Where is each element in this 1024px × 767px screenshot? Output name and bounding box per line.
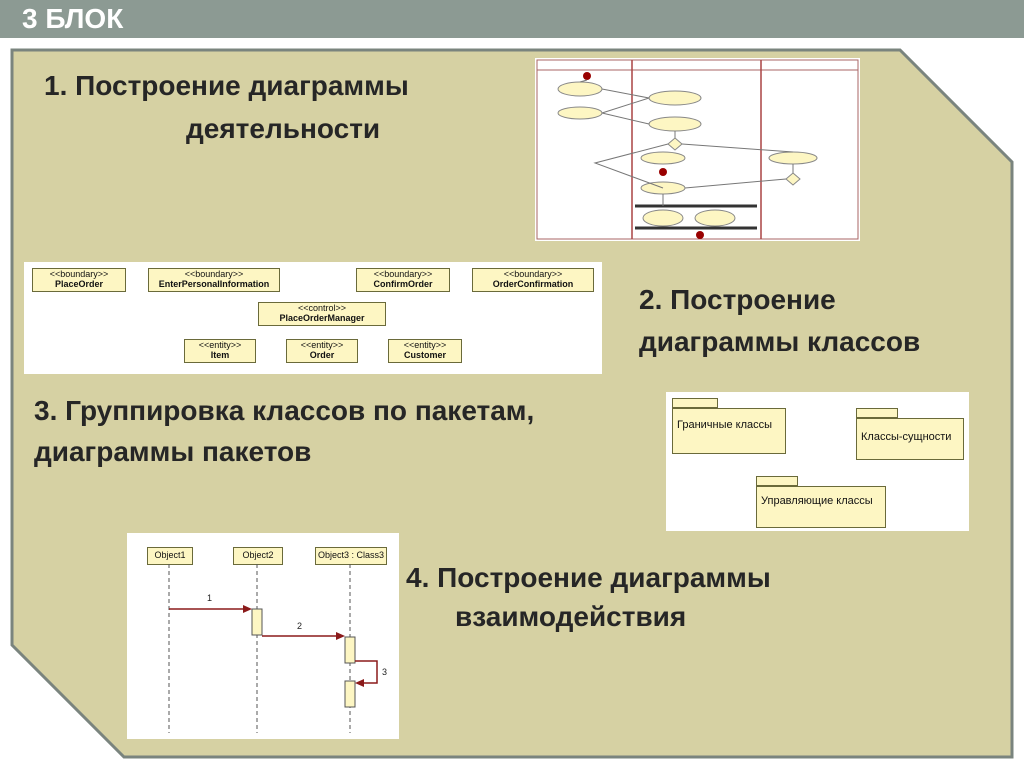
lifeline-object: Object3 : Class3 [315, 547, 387, 565]
item2-line1: 2. Построение [639, 284, 836, 315]
class-box [258, 302, 386, 326]
class-stereotype: <<boundary>> [503, 269, 563, 279]
activity-diagram-image [535, 58, 860, 241]
item4-line1: 4. Построение диаграммы [406, 562, 771, 593]
package-tab [856, 408, 898, 418]
class-name: Customer [403, 350, 446, 360]
sequence-lines [127, 533, 399, 739]
class-box [286, 339, 358, 363]
package-tab [756, 476, 798, 486]
package-diagram-image [666, 392, 969, 531]
lifeline-object: Object1 [147, 547, 193, 565]
item3-line2: диаграммы пакетов [34, 436, 312, 467]
class-box [148, 268, 280, 292]
class-name: Item [210, 350, 230, 360]
class-stereotype: <<entity>> [198, 340, 242, 350]
lifeline-object: Object2 [233, 547, 283, 565]
item1-line1: 1. Построение диаграммы [44, 70, 409, 101]
class-box [356, 268, 450, 292]
class-stereotype: <<control>> [297, 303, 347, 313]
package-box [672, 408, 786, 454]
sequence-diagram-image [127, 533, 399, 739]
class-name: PlaceOrderManager [279, 313, 365, 323]
class-name: EnterPersonalInformation [158, 279, 270, 289]
item2-line2: диаграммы классов [639, 326, 921, 357]
item3-line1: 3. Группировка классов по пакетам, [34, 395, 535, 426]
class-name: ConfirmOrder [373, 279, 433, 289]
class-box [472, 268, 594, 292]
package-label: Управляющие классы [761, 495, 873, 507]
item4-line2: взаимодействия [455, 601, 687, 632]
package-box [756, 486, 886, 528]
class-stereotype: <<boundary>> [49, 269, 109, 279]
class-stereotype: <<entity>> [403, 340, 447, 350]
message-label: 3 [382, 667, 388, 677]
class-box [32, 268, 126, 292]
class-name: PlaceOrder [54, 279, 104, 289]
class-diagram-image [24, 262, 602, 374]
class-name: Order [309, 350, 335, 360]
message-label: 1 [207, 593, 213, 603]
package-label: Классы-сущности [861, 431, 952, 443]
slide-title: 3 БЛОК [22, 3, 124, 34]
item1-line2: деятельности [186, 113, 381, 144]
class-stereotype: <<boundary>> [373, 269, 433, 279]
class-stereotype: <<boundary>> [184, 269, 244, 279]
class-name: OrderConfirmation [492, 279, 574, 289]
package-box [856, 418, 964, 460]
activity-diagram [535, 58, 860, 241]
class-stereotype: <<entity>> [300, 340, 344, 350]
message-label: 2 [297, 621, 303, 631]
class-box [184, 339, 256, 363]
class-box [388, 339, 462, 363]
package-label: Граничные классы [677, 419, 773, 431]
package-tab [672, 398, 718, 408]
